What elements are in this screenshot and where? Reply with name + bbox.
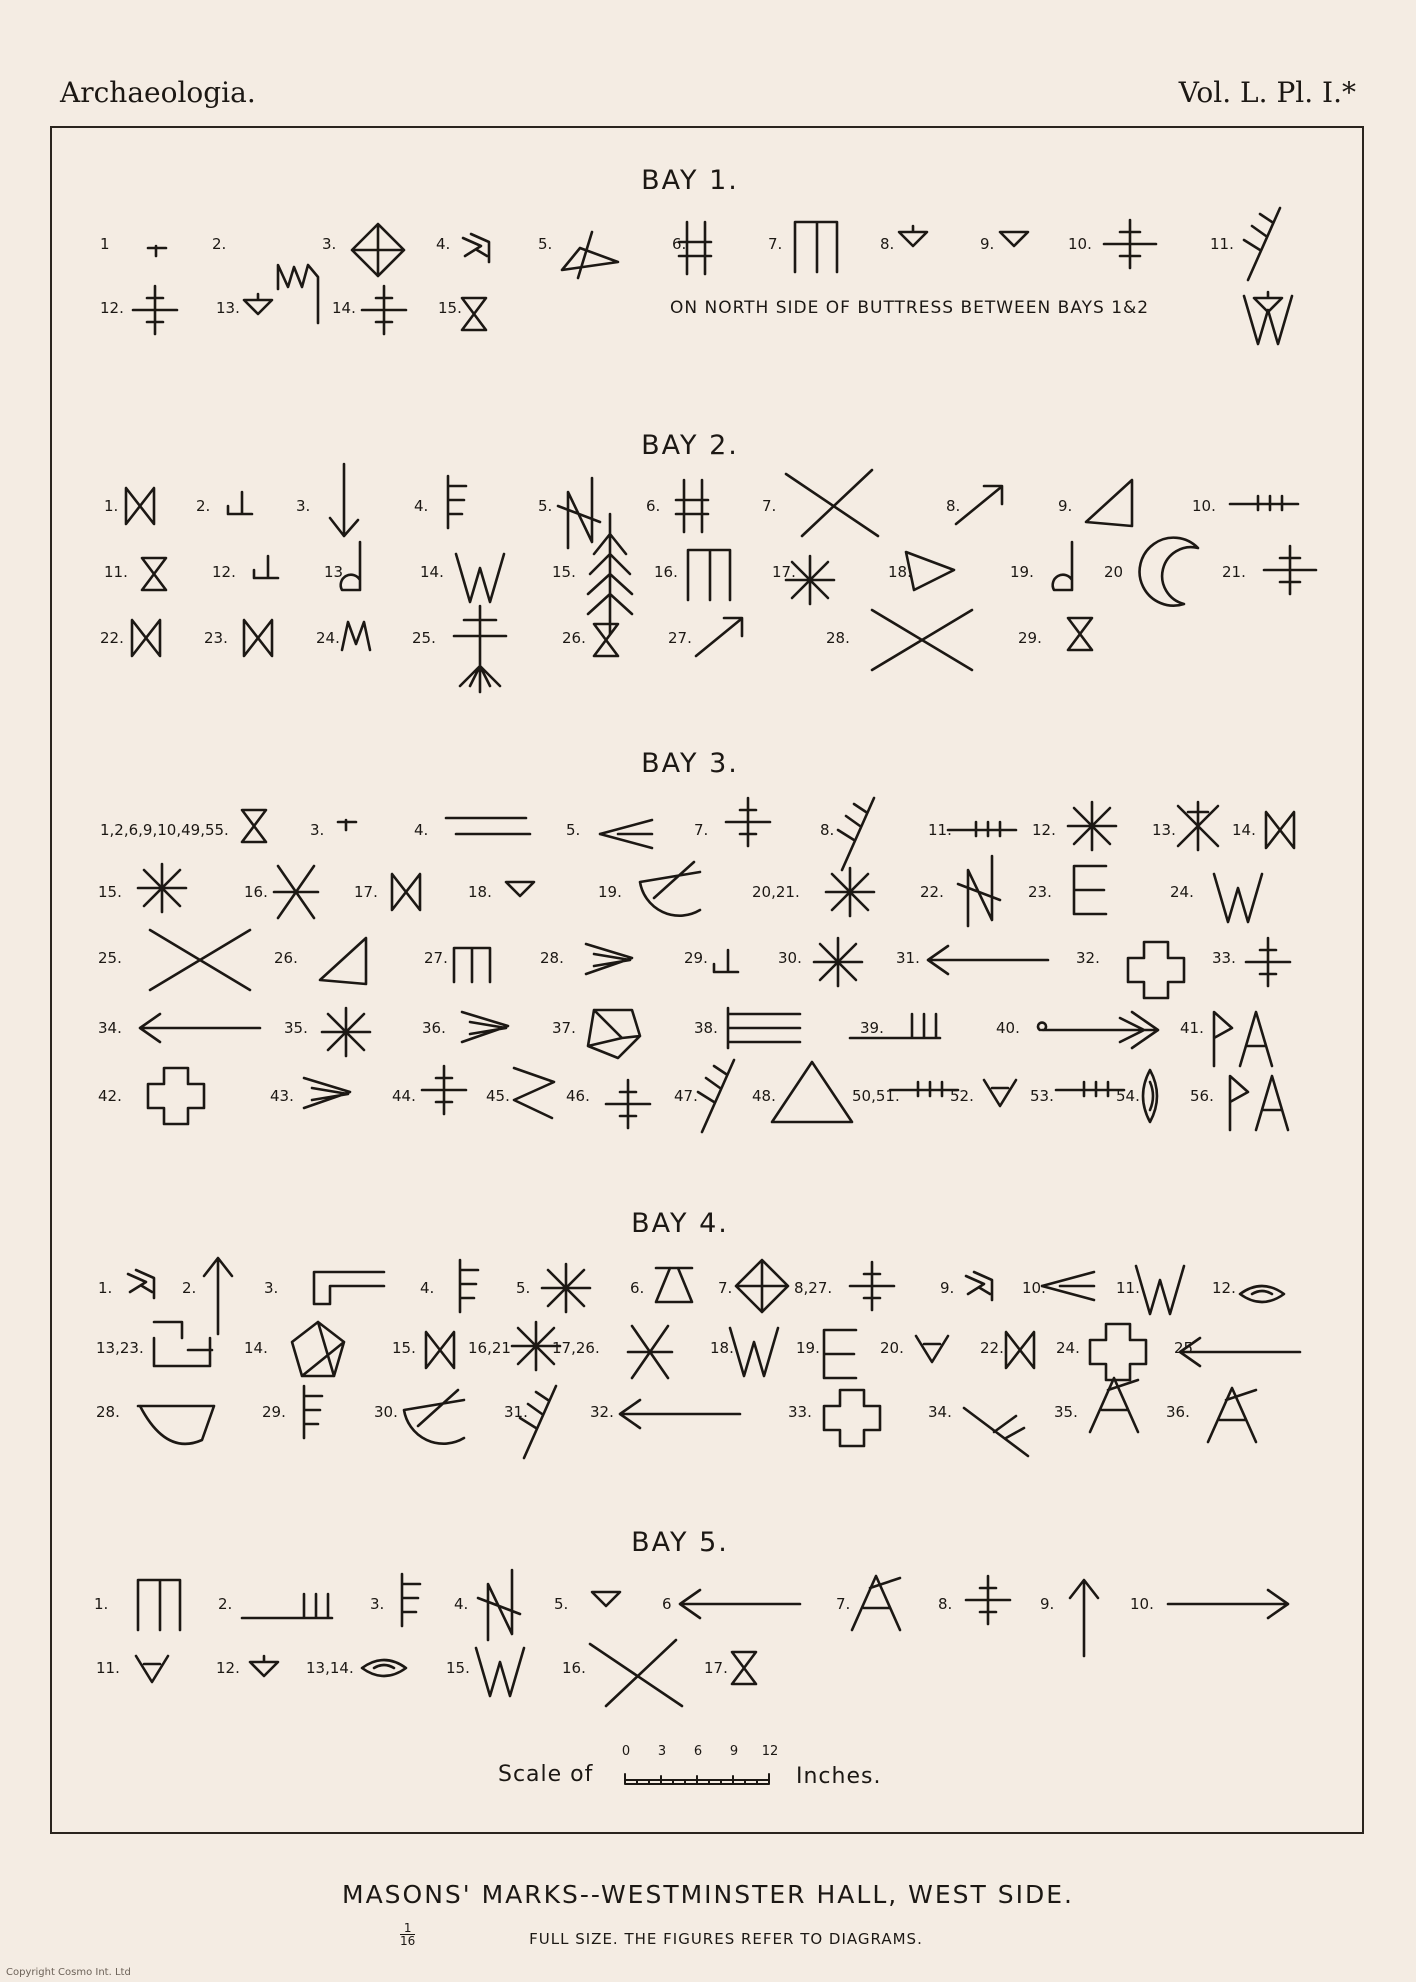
mark-label: 40. — [996, 1019, 1020, 1037]
mark-label: 13. — [324, 563, 348, 581]
mark-label: 20 — [1104, 563, 1124, 581]
mark-label: 29. — [1018, 629, 1042, 647]
mark-label: 36. — [422, 1019, 446, 1037]
plate-subcaption: FULL SIZE. THE FIGURES REFER TO DIAGRAMS. — [529, 1930, 923, 1948]
mark-label: 4. — [454, 1595, 469, 1613]
mark-label: 7. — [768, 235, 783, 253]
mark-label: 10. — [1192, 497, 1216, 515]
mark-label: 16. — [244, 883, 268, 901]
mark-label: 16,21 — [468, 1339, 511, 1357]
mark-label: 4. — [414, 821, 429, 839]
mark-label: 9. — [1058, 497, 1073, 515]
mark-label: 7. — [718, 1279, 733, 1297]
ladder-mark-icon — [234, 1342, 374, 1482]
mark-label: 21. — [1222, 563, 1246, 581]
mark-label: 25. — [98, 949, 122, 967]
mark-label: 35. — [284, 1019, 308, 1037]
mark-label: 1. — [94, 1595, 109, 1613]
bucket-mark-icon — [106, 1352, 246, 1492]
mark-label: 56. — [1190, 1087, 1214, 1105]
mark-label: 42. — [98, 1087, 122, 1105]
mark-label: 17. — [704, 1659, 728, 1677]
feath-mark-icon — [468, 1352, 608, 1492]
mark-label: 15. — [392, 1339, 416, 1357]
mark-label: 26. — [274, 949, 298, 967]
mark-label: 13,23. — [96, 1339, 144, 1357]
mark-label: 4. — [420, 1279, 435, 1297]
mark-label: 48. — [752, 1087, 776, 1105]
mark-label: 9. — [1040, 1595, 1055, 1613]
mark-label: 7. — [762, 497, 777, 515]
mark-label: 20. — [880, 1339, 904, 1357]
mark-label: 32. — [590, 1403, 614, 1421]
mark-label: 44. — [392, 1087, 416, 1105]
mark-label: 5. — [538, 235, 553, 253]
mark-label: 8. — [880, 235, 895, 253]
mark-label: 4. — [436, 235, 451, 253]
mark-label: 4. — [414, 497, 429, 515]
mark-label: 8. — [820, 821, 835, 839]
mark-label: 28. — [540, 949, 564, 967]
mark-label: 3. — [310, 821, 325, 839]
mark-label: 43. — [270, 1087, 294, 1105]
mark-label: 2. — [212, 235, 227, 253]
mark-label: 25 — [1174, 1339, 1194, 1357]
mark-label: 10. — [1022, 1279, 1046, 1297]
mark-label: 10. — [1068, 235, 1092, 253]
bay-heading: BAY 3. — [641, 748, 739, 779]
mark-label: 22. — [100, 629, 124, 647]
mark-label: 17. — [354, 883, 378, 901]
mark-label: 10. — [1130, 1595, 1154, 1613]
journal-title: Archaeologia. — [60, 76, 256, 109]
mark-label: 30. — [374, 1403, 398, 1421]
scale-tick-label: 6 — [693, 1744, 703, 1759]
mark-label: 11. — [1210, 235, 1234, 253]
PA-mark-icon — [1186, 1030, 1326, 1170]
mark-label: 32. — [1076, 949, 1100, 967]
mark-label: 29. — [262, 1403, 286, 1421]
mark-label: 29. — [684, 949, 708, 967]
mark-label: 3. — [370, 1595, 385, 1613]
bay-heading: BAY 2. — [641, 430, 739, 461]
A-mark-icon — [1162, 1346, 1302, 1486]
mark-label: 15. — [98, 883, 122, 901]
arrowU-mark-icon — [1014, 1546, 1154, 1686]
scale-prefix: Scale of — [498, 1762, 594, 1787]
mark-label: 9. — [940, 1279, 955, 1297]
mark-label: 7. — [694, 821, 709, 839]
mark-label: 52. — [950, 1087, 974, 1105]
copyright-notice: Copyright Cosmo Int. Ltd — [6, 1967, 131, 1978]
mark-label: 45. — [486, 1087, 510, 1105]
mark-label: 8. — [946, 497, 961, 515]
mark-label: 5. — [516, 1279, 531, 1297]
mark-label: 16. — [654, 563, 678, 581]
mark-label: 31. — [504, 1403, 528, 1421]
mark-label: 13. — [216, 299, 240, 317]
mark-label: 33. — [1212, 949, 1236, 967]
mark-label: 2. — [182, 1279, 197, 1297]
plate-number: Vol. L. Pl. I.* — [1178, 76, 1356, 109]
mark-label: 18. — [468, 883, 492, 901]
mark-label: 34. — [928, 1403, 952, 1421]
W-mark-icon — [1198, 250, 1338, 390]
mark-label: 3. — [322, 235, 337, 253]
mark-label: 22. — [920, 883, 944, 901]
mark-label: 26. — [562, 629, 586, 647]
mark-label: 27. — [424, 949, 448, 967]
bay-heading: BAY 4. — [631, 1208, 729, 1239]
mark-label: 18. — [710, 1339, 734, 1357]
W-mark-icon — [430, 1602, 570, 1742]
mark-label: 2. — [196, 497, 211, 515]
mark-label: 6. — [646, 497, 661, 515]
mark-label: 8,27. — [794, 1279, 833, 1297]
mark-label: 5. — [538, 497, 553, 515]
mark-label: 1 — [100, 235, 110, 253]
mark-label: 3. — [296, 497, 311, 515]
cross4-mark-icon — [1060, 174, 1200, 314]
plus-mark-icon — [782, 1348, 922, 1488]
scale-bar-icon — [622, 1762, 772, 1792]
scale-suffix: Inches. — [796, 1764, 882, 1789]
mark-label: 11. — [96, 1659, 120, 1677]
hour-mark-icon — [1010, 564, 1150, 704]
mark-label: 3. — [264, 1279, 279, 1297]
mark-label: 47. — [674, 1087, 698, 1105]
mark-label: 53. — [1030, 1087, 1054, 1105]
mark-label: 14. — [420, 563, 444, 581]
mark-label: 16. — [562, 1659, 586, 1677]
mark-label: 24. — [1056, 1339, 1080, 1357]
mark-label: 28. — [826, 629, 850, 647]
buttress-note: ON NORTH SIDE OF BUTTRESS BETWEEN BAYS 1&2 — [670, 298, 1150, 318]
mark-label: 24. — [1170, 883, 1194, 901]
arrowL-mark-icon — [610, 1344, 750, 1484]
mark-label: 38. — [694, 1019, 718, 1037]
mark-label: 18. — [888, 563, 912, 581]
mark-label: 13,14. — [306, 1659, 354, 1677]
scale-tick-label: 9 — [729, 1744, 739, 1759]
mark-label: 15. — [438, 299, 462, 317]
bay-heading: BAY 1. — [641, 165, 739, 196]
mark-label: 28. — [96, 1403, 120, 1421]
mark-label: 12. — [1032, 821, 1056, 839]
mark-label: 19. — [1010, 563, 1034, 581]
mark-label: 46. — [566, 1087, 590, 1105]
mark-label: 12. — [216, 1659, 240, 1677]
mark-label: 33. — [788, 1403, 812, 1421]
plate-caption: MASONS' MARKS--WESTMINSTER HALL, WEST SIDE. — [342, 1880, 1074, 1909]
mark-label: 19. — [796, 1339, 820, 1357]
arrowDiag-mark-icon — [650, 566, 790, 706]
mark-label: 11. — [104, 563, 128, 581]
fraction-denominator: 16 — [400, 1934, 416, 1948]
mark-label: 17,26. — [552, 1339, 600, 1357]
mark-label: 8. — [938, 1595, 953, 1613]
arrowR-mark-icon — [1158, 1534, 1298, 1674]
mark-label: 25. — [412, 629, 436, 647]
mark-label: 11. — [1116, 1279, 1140, 1297]
M-mark-icon — [286, 566, 426, 706]
mark-label: 15. — [446, 1659, 470, 1677]
mark-label: 14. — [332, 299, 356, 317]
mark-label: 30. — [778, 949, 802, 967]
mark-label: 31. — [896, 949, 920, 967]
mark-label: 37. — [552, 1019, 576, 1037]
plus-mark-icon — [106, 1026, 246, 1166]
mark-label: 1. — [98, 1279, 113, 1297]
hour-mark-icon — [674, 1598, 814, 1738]
mark-label: 5. — [566, 821, 581, 839]
Xbig-mark-icon — [852, 570, 992, 710]
mark-label: 12. — [100, 299, 124, 317]
mark-label: 1. — [104, 497, 119, 515]
scale-tick-label: 12 — [761, 1744, 779, 1759]
fraction-numerator: 1 — [400, 1922, 415, 1935]
trid-mark-icon — [188, 236, 328, 376]
spear-mark-icon — [924, 1362, 1064, 1502]
mark-label: 6. — [630, 1279, 645, 1297]
hour-mark-icon — [404, 244, 544, 384]
mark-label: 7. — [836, 1595, 851, 1613]
mark-label: 35. — [1054, 1403, 1078, 1421]
mark-label: 23. — [1028, 883, 1052, 901]
bay-heading: BAY 5. — [631, 1527, 729, 1558]
mark-label: 15. — [552, 563, 576, 581]
mark-label: 19. — [598, 883, 622, 901]
mark-label: 12. — [1212, 1279, 1236, 1297]
mark-label: 6 — [662, 1595, 672, 1613]
scale-tick-label: 0 — [621, 1744, 631, 1759]
mark-label: 23. — [204, 629, 228, 647]
mark-label: 34. — [98, 1019, 122, 1037]
mark-label: 11. — [928, 821, 952, 839]
mark-label: 14. — [244, 1339, 268, 1357]
mark-label: 39. — [860, 1019, 884, 1037]
mark-label: 14. — [1232, 821, 1256, 839]
mark-label: 22. — [980, 1339, 1004, 1357]
cross4-mark-icon — [1220, 500, 1360, 640]
mark-label: 24. — [316, 629, 340, 647]
mark-label: 13. — [1152, 821, 1176, 839]
mark-label: 27. — [668, 629, 692, 647]
mark-label: 6. — [672, 235, 687, 253]
mark-label: 2. — [218, 1595, 233, 1613]
mark-label: 41. — [1180, 1019, 1204, 1037]
mark-label: 1,2,6,9,10,49,55. — [100, 821, 229, 839]
mark-label: 50,51. — [852, 1087, 900, 1105]
mark-label: 20,21. — [752, 883, 800, 901]
anchor-mark-icon — [410, 576, 550, 716]
mark-label: 54. — [1116, 1087, 1140, 1105]
mark-label: 36. — [1166, 1403, 1190, 1421]
mark-label: 9. — [980, 235, 995, 253]
mark-label: 12. — [212, 563, 236, 581]
scale-tick-label: 3 — [657, 1744, 667, 1759]
mark-label: 17. — [772, 563, 796, 581]
mark-label: 5. — [554, 1595, 569, 1613]
